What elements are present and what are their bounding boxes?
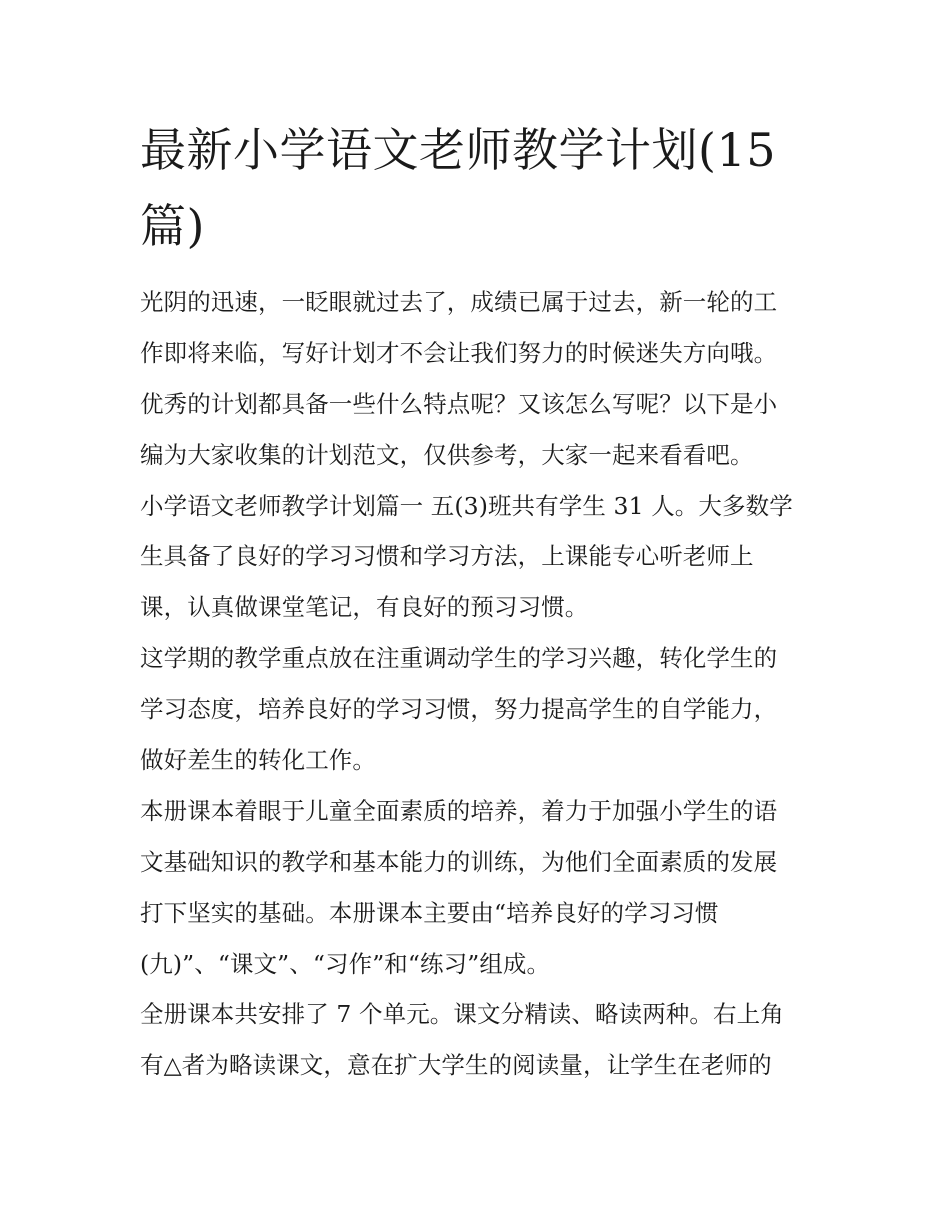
document-body <box>140 277 820 1091</box>
body-line: 学习态度，培养良好的学习习惯，努力提高学生的自学能力， <box>140 695 778 724</box>
body-line: 光阴的迅速，一眨眼就过去了，成绩已属于过去，新一轮的工 <box>140 288 778 316</box>
body-line: 本册课本着眼于儿童全面素质的培养，着力于加强小学生的语 <box>140 796 778 825</box>
body-line: 文基础知识的教学和基本能力的训练，为他们全面素质的发展 <box>140 847 778 876</box>
body-line: 作即将来临，写好计划才不会让我们努力的时候迷失方向哦。 <box>140 338 778 367</box>
body-line: 打下坚实的基础。本册课本主要由“培养良好的学习习惯 <box>140 898 719 927</box>
body-line: 编为大家收集的计划范文，仅供参考，大家一起来看看吧。 <box>140 440 754 469</box>
title-line: 最新小学语文老师教学计划(15 <box>140 123 776 177</box>
body-line: 有△者为略读课文，意在扩大学生的阅读量，让学生在老师的 <box>140 1051 772 1080</box>
body-line: 小学语文老师教学计划篇一 五(3)班共有学生 31 人。大多数学 <box>140 491 793 520</box>
body-line: 优秀的计划都具备一些什么特点呢？又该怎么写呢？以下是小 <box>140 389 778 418</box>
body-line: (九)”、“课文”、“习作”和“练习”组成。 <box>140 949 551 978</box>
document-title <box>140 112 830 264</box>
body-line: 全册课本共安排了 7 个单元。课文分精读、略读两种。右上角 <box>140 1000 784 1029</box>
body-line: 课，认真做课堂笔记，有良好的预习习惯。 <box>140 593 589 622</box>
body-line: 做好差生的转化工作。 <box>140 746 376 775</box>
title-line: 篇) <box>140 199 205 253</box>
body-line: 这学期的教学重点放在注重调动学生的学习兴趣，转化学生的 <box>140 644 778 673</box>
body-line: 生具备了良好的学习习惯和学习方法，上课能专心听老师上 <box>140 542 754 571</box>
